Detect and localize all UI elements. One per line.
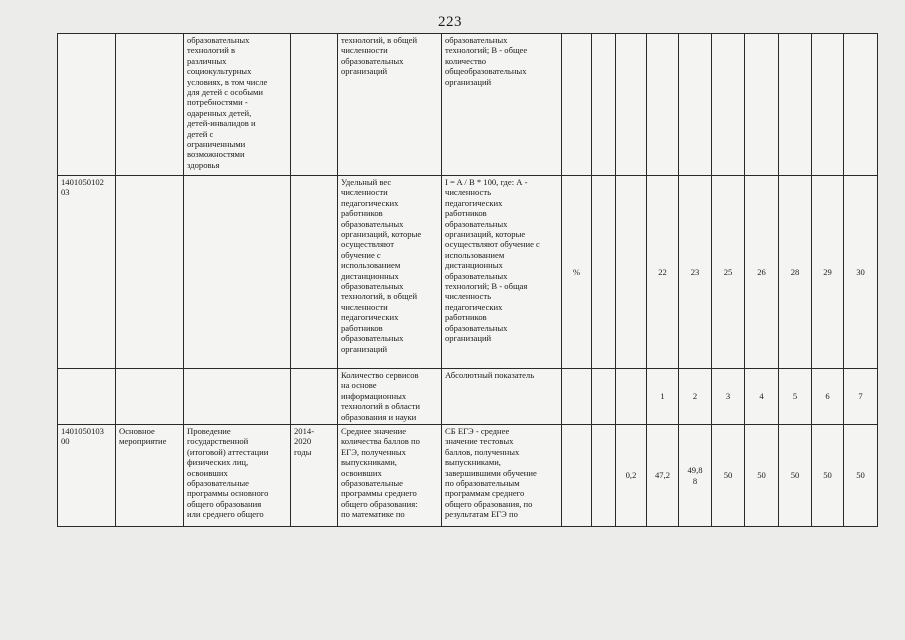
code-cell: 1401050102 03 [58,176,116,369]
value-cell [679,34,712,176]
value-cell [812,34,844,176]
value-cell: 1 [647,369,679,425]
value-cell: 3 [712,369,745,425]
base-cell [592,425,616,527]
value-cell: 47,2 [647,425,679,527]
indicator-cell: Количество сервисов на основе информационных технологий в области образования и науки [338,369,442,425]
name-cell: образовательных технологий в различных социокультурных условиях, в том числе для детей с особыми потребностями - одаренных детей, детей-инвалидов и детей с ограниченными возможностями здоровья [184,34,291,176]
value-cell: 50 [745,425,779,527]
value-cell: 4 [745,369,779,425]
code-cell [58,369,116,425]
name-cell [184,176,291,369]
value-cell: 26 [745,176,779,369]
indicator-cell: Удельный вес численности педагогических работников образовательных организаций, которые осуществляют обучение с использованием дистанционных образовательных технологий, в общей численности педагогических работников образовательных организаций [338,176,442,369]
type-cell [116,369,184,425]
unit-cell [562,425,592,527]
value-cell: 5 [779,369,812,425]
type-cell [116,34,184,176]
page-number: 223 [438,14,462,30]
period-cell [291,34,338,176]
value-cell: 0,2 [616,425,647,527]
value-cell: 50 [712,425,745,527]
type-cell [116,176,184,369]
indicator-table [57,33,878,527]
table-row [58,425,878,527]
unit-cell: % [562,176,592,369]
value-cell [616,34,647,176]
value-cell [779,34,812,176]
value-cell: 23 [679,176,712,369]
indicator-cell: Среднее значение количества баллов по ЕГЭ, полученных выпускниками, освоивших образовательные программы среднего общего образования: по математике по [338,425,442,527]
value-cell [844,34,878,176]
value-cell: 22 [647,176,679,369]
base-cell [592,176,616,369]
type-cell: Основное мероприятие [116,425,184,527]
indicator-cell: технологий, в общей численности образовательных организаций [338,34,442,176]
value-cell: 50 [812,425,844,527]
table-row [58,34,878,176]
name-cell [184,369,291,425]
value-cell [647,34,679,176]
value-cell: 29 [812,176,844,369]
value-cell: 50 [779,425,812,527]
code-cell: 1401050103 00 [58,425,116,527]
value-cell: 49,8 8 [679,425,712,527]
unit-cell [562,34,592,176]
base-cell [592,369,616,425]
period-cell: 2014- 2020 годы [291,425,338,527]
base-cell [592,34,616,176]
period-cell [291,176,338,369]
value-cell: 50 [844,425,878,527]
name-cell: Проведение государственной (итоговой) аттестации физических лиц, освоивших образовательные программы основного общего образования или среднего общего [184,425,291,527]
formula-cell: I = A / B * 100, где: А - численность педагогических работников образовательных организаций, которые осуществляют обучение с использованием дистанционных образовательных технологий; В - общая численность педагогических работников образовательных организаций [442,176,562,369]
value-cell: 28 [779,176,812,369]
formula-cell: Абсолютный показатель [442,369,562,425]
value-cell [712,34,745,176]
value-cell [616,369,647,425]
code-cell [58,34,116,176]
value-cell: 6 [812,369,844,425]
value-cell: 7 [844,369,878,425]
value-cell: 25 [712,176,745,369]
unit-cell [562,369,592,425]
table-row [58,176,878,369]
value-cell: 2 [679,369,712,425]
value-cell: 30 [844,176,878,369]
value-cell [616,176,647,369]
table-row [58,369,878,425]
formula-cell: образовательных технологий; В - общее количество общеобразовательных организаций [442,34,562,176]
formula-cell: СБ ЕГЭ - среднее значение тестовых баллов, полученных выпускниками, завершившими обучение по образовательным программам среднего общего образования, по результатам ЕГЭ по [442,425,562,527]
value-cell [745,34,779,176]
period-cell [291,369,338,425]
